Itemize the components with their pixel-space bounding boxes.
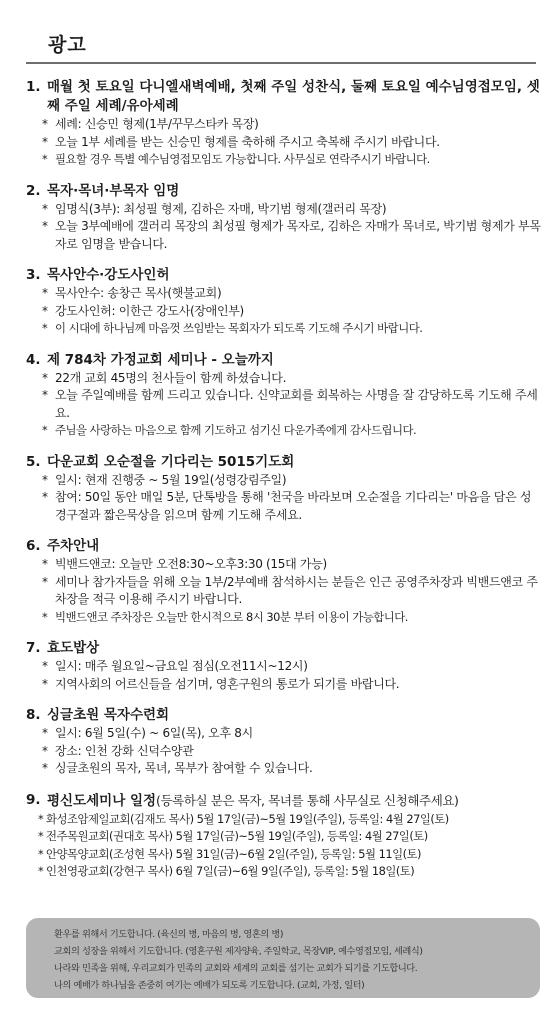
section-heading	[26, 453, 542, 472]
bullet-icon: *	[42, 743, 48, 758]
title-divider	[26, 62, 536, 64]
list-item: * 오늘 3부예배에 갤러리 목장의 최성필 형제가 목자로, 김하은 자매가 목녀로, 박기범 형제가 부목자로 임명을 받습니다.	[42, 218, 542, 253]
list-item: * 빅밴드앤코 주차장은 오늘만 한시적으로 8시 30분 부터 이용이 가능합니다.	[42, 609, 542, 627]
list-item: * 빅밴드앤코: 오늘만 오전8:30~오후3:30 (15대 가능)	[42, 556, 542, 574]
section-title: 효도밥상	[47, 640, 100, 656]
prayer-line: 교회의 성장을 위해서 기도합니다. (영혼구원 제자양육, 주일학교, 목장VIP, 예수영접모임, 세례식)	[54, 946, 423, 957]
announcement-section	[26, 182, 542, 254]
section-heading	[26, 706, 542, 725]
list-item: * 참여: 50일 동안 매일 5분, 단톡방을 통해 '천국을 바라보며 오순절을 기다리는' 마음을 담은 성경구절과 짧은묵상을 읽으며 함께 기도해 주세요.	[42, 489, 542, 524]
announcement-section	[26, 791, 542, 881]
section-heading	[26, 639, 542, 658]
bullet-icon: *	[42, 423, 48, 437]
section-heading	[26, 791, 542, 811]
bullet-icon: *	[42, 117, 48, 131]
list-item: * 인천영광교회(강현구 목사) 6월 7일(금)~6월 9일(주일), 등록일: 5월 18일(토)	[38, 863, 542, 881]
list-item: * 필요할 경우 특별 예수님영접모임도 가능합니다. 사무실로 연락주시기 바랍니다.	[42, 151, 542, 169]
bullet-icon: *	[42, 219, 48, 233]
list-item: * 목사안수: 송창근 목사(햇불교회)	[42, 285, 542, 303]
section-number: 7.	[26, 640, 41, 656]
bullet-icon: *	[42, 490, 48, 504]
prayer-line: 환우를 위해서 기도합니다. (육신의 병, 마음의 병, 영혼의 병)	[54, 929, 284, 940]
bullet-icon: *	[42, 370, 48, 385]
section-number: 2.	[26, 182, 41, 199]
bullet-icon: *	[42, 388, 48, 402]
bullet-icon: *	[42, 286, 48, 300]
section-heading	[26, 78, 542, 116]
bullet-icon: *	[42, 134, 48, 149]
list-item: * 일시: 6월 5일(수) ~ 6일(목), 오후 8시	[42, 725, 542, 743]
section-number: 5.	[26, 453, 41, 470]
page-title: 광고	[48, 34, 87, 56]
section-title: 제 784차 가정교회 세미나 - 오늘까지	[47, 351, 274, 368]
section-title: 주차안내	[47, 538, 100, 554]
list-item: * 화성조암제일교회(김재도 목사) 5월 17일(금)~5월 19일(주일), 등록일: 4월 27일(토)	[38, 811, 542, 829]
bullet-icon: *	[42, 472, 48, 487]
list-item: * 임명식(3부): 최성필 형제, 김하은 자매, 박기범 형제(갤러리 목장)	[42, 201, 542, 219]
list-item: * 오늘 1부 세례를 받는 신승민 형제를 축하해 주시고 축복해 주시기 바랍니다.	[42, 134, 542, 152]
bullet-icon: *	[42, 557, 48, 571]
list-item: * 장소: 인천 강화 신덕수양관	[42, 743, 542, 761]
list-item: * 전주목원교회(권대호 목사) 5월 17일(금)~5월 19일(주일), 등록일: 4월 27일(토)	[38, 828, 542, 846]
list-item: * 22개 교회 45명의 천사들이 함께 하셨습니다.	[42, 370, 542, 388]
section-title: 싱글초원 목자수련회	[47, 707, 170, 723]
list-item: * 오늘 주일예배를 함께 드리고 있습니다. 신약교회를 회복하는 사명을 잘 감당하도록 기도해 주세요.	[42, 387, 542, 422]
section-title: 목사안수·강도사인허	[47, 267, 170, 283]
section-number: 4.	[26, 351, 41, 368]
bullet-icon: *	[42, 321, 48, 335]
announcement-list	[26, 78, 542, 881]
bullet-icon: *	[42, 761, 48, 775]
section-number: 6.	[26, 538, 41, 554]
section-number: 8.	[26, 707, 41, 723]
announcement-section	[26, 266, 542, 338]
prayer-box	[26, 918, 540, 998]
bullet-icon: *	[42, 659, 48, 673]
section-number: 9.	[26, 791, 41, 808]
announcement-section	[26, 351, 542, 440]
bullet-icon: *	[42, 609, 48, 624]
bullet-icon: *	[38, 829, 44, 843]
section-heading	[26, 351, 542, 370]
prayer-line: 나라와 민족을 위해, 우리교회가 민족의 교회와 세계의 교회를 섬기는 교회가 되기를 기도합니다.	[54, 963, 418, 974]
section-title: 평신도세미나 일정(등록하실 분은 목자, 목녀를 통해 사무실로 신청해주세요)	[47, 792, 459, 809]
bullet-icon: *	[38, 846, 44, 861]
bullet-icon: *	[42, 726, 48, 740]
announcement-section	[26, 78, 542, 169]
announcement-section	[26, 706, 542, 778]
list-item: * 주님을 사랑하는 마음으로 함께 기도하고 섬기신 다운가족에게 감사드립니다.	[42, 422, 542, 440]
section-title: 매월 첫 토요일 다니엘새벽예배, 첫째 주일 성찬식, 둘째 토요일 예수님영접모임, 셋째 주일 세례/유아세례	[47, 79, 540, 114]
bullet-icon: *	[42, 152, 48, 166]
list-item: * 세미나 참가자들을 위해 오늘 1부/2부예배 참석하시는 분들은 인근 공영주차장과 빅밴드앤코 주차장을 적극 이용해 주시기 바랍니다.	[42, 574, 542, 609]
section-heading	[26, 537, 542, 556]
list-item: * 세례: 신승민 형제(1부/꾸무스타카 목장)	[42, 116, 542, 134]
bullet-icon: *	[42, 201, 48, 216]
announcement-section	[26, 537, 542, 626]
list-item: * 일시: 매주 월요일~금요일 점심(오전11시~12시)	[42, 658, 542, 676]
section-title: 다운교회 오순절을 기다리는 5015기도회	[47, 453, 295, 470]
list-item: * 강도사인허: 이한근 강도사(장애인부)	[42, 303, 542, 321]
bullet-icon: *	[38, 864, 44, 878]
section-number: 3.	[26, 267, 41, 283]
announcement-section	[26, 453, 542, 525]
list-item: * 안양목양교회(조성현 목사) 5월 31일(금)~6월 2일(주일), 등록일: 5월 11일(토)	[38, 846, 542, 864]
bullet-icon: *	[38, 811, 44, 826]
section-heading	[26, 182, 542, 201]
bullet-icon: *	[42, 303, 48, 318]
section-number: 1.	[26, 79, 41, 95]
bullet-icon: *	[42, 574, 48, 589]
list-item: * 일시: 현재 진행중 ~ 5월 19일(성령강림주일)	[42, 472, 542, 490]
announcement-section	[26, 639, 542, 693]
prayer-line: 나의 예배가 하나님을 존중히 여기는 예배가 되도록 기도합니다. (교회, 가정, 일터)	[54, 980, 365, 991]
list-item: * 이 시대에 하나님께 마음껏 쓰임받는 목회자가 되도록 기도해 주시기 바랍니다.	[42, 320, 542, 338]
bullet-icon: *	[42, 676, 48, 691]
list-item: * 지역사회의 어르신들을 섬기며, 영혼구원의 통로가 되기를 바랍니다.	[42, 676, 542, 694]
list-item: * 싱글초원의 목자, 목녀, 목부가 참여할 수 있습니다.	[42, 760, 542, 778]
section-title: 목자·목녀·부목자 임명	[47, 182, 180, 199]
section-heading	[26, 266, 542, 285]
section-subtitle: (등록하실 분은 목자, 목녀를 통해 사무실로 신청해주세요)	[156, 792, 459, 808]
